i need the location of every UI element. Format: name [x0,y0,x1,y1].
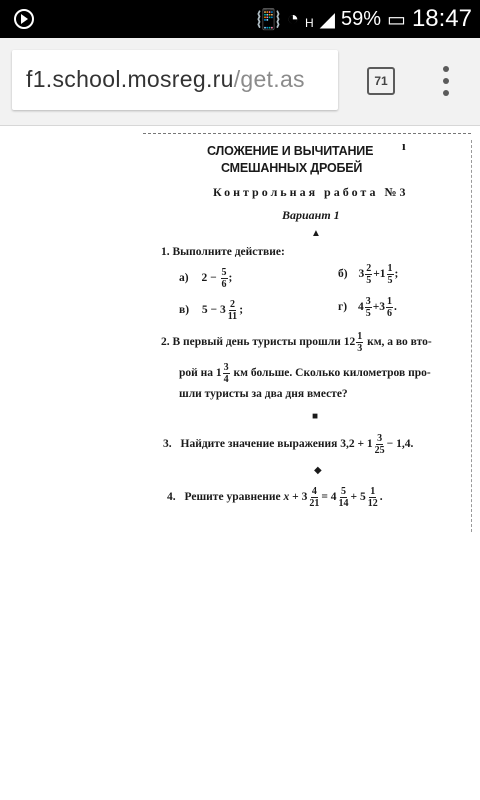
status-icons [256,0,472,38]
scanned-page [143,126,480,526]
task1-item-a: а) 2 − $\frac{5}{6}$ ; [179,267,233,290]
square-marker-icon: ■ [312,411,319,422]
battery-percent: 59% [341,7,382,30]
task1-g-label: г) [338,301,348,314]
wifi-icon: ◔ [286,7,299,30]
task4: 4. Решите уравнение x + 3 $\frac{4}{21}$ = 4 $\frac{5}{14}$ + 5 $\frac{1}{12}$ . [167,486,383,509]
clock: 18:47 [411,5,472,32]
scan-top-edge [143,133,471,134]
scan-mark: ı [402,138,406,153]
media-play-icon [14,9,34,29]
task4-text: Решите уравнение [184,491,281,504]
address-bar[interactable] [12,50,338,110]
task2-line2-pre: рой на [179,367,214,380]
url-text[interactable] [26,66,305,93]
task1-item-g: г) 4 $\frac{3}{5}$ +3 $\frac{1}{6}$ . [338,296,397,319]
task4-number: 4. [167,491,176,504]
tab-switcher-button[interactable]: 71 [367,67,395,95]
task1-item-b: б) 3 $\frac{2}{5}$ +1 $\frac{1}{5}$ ; [338,263,399,286]
overflow-menu-icon[interactable] [436,66,456,98]
task1-b-label: б) [338,268,348,281]
vibrate-icon: 📳 [255,8,281,31]
fraction: $\frac{5}{6}$ [221,267,227,290]
task1-a-label: а) [179,272,189,285]
task1-prompt [161,246,285,258]
task2-line1-pre: В первый день туристы прошли [172,336,341,349]
task3-number: 3. [163,438,172,451]
triangle-marker-icon: ▲ [311,228,321,239]
task1-v-label: в) [179,304,190,317]
task1-number: 1. [161,246,170,258]
battery-charging-icon: ▭ [387,8,406,31]
task1-item-v: в) 5 − 3 $\frac{2}{11}$ ; [179,299,244,322]
browser-toolbar [0,38,480,126]
task1-text: Выполните действие: [172,246,285,258]
scan-right-edge [471,140,472,532]
task2-number: 2. [161,336,170,349]
diamond-marker-icon: ◆ [314,465,322,476]
task2-line1-post: км, а во вто- [367,336,432,349]
signal-icon: ◢ [319,8,335,31]
variant-label: Вариант 1 [282,208,340,222]
task2-line2: рой на 1 $\frac{3}{4}$ км больше. Сколько километров про- [179,362,431,385]
url-path: /get.as [233,66,305,92]
task2-line2-post: км больше. Сколько километров про- [233,367,431,380]
task3: 3. Найдите значение выражения 3,2 + 1 $\frac{3}{25}$ − 1,4. [163,433,414,456]
task2-line1: 2. В первый день туристы прошли 12 $\frac{1}{3}$ км, а во вто- [161,331,432,354]
document-viewer[interactable] [0,126,480,800]
status-bar [0,0,480,38]
doc-title-line1: СЛОЖЕНИЕ И ВЫЧИТАНИЕ [207,144,374,158]
task3-text: Найдите значение выражения [180,438,338,451]
url-host: f1.school.mosreg.ru [26,66,234,92]
task2-line3: шли туристы за два дня вместе? [179,388,348,400]
network-type: H [304,16,314,30]
doc-title-line2: СМЕШАННЫХ ДРОБЕЙ [221,161,363,175]
test-name: Контрольная работа №3 [213,185,409,199]
